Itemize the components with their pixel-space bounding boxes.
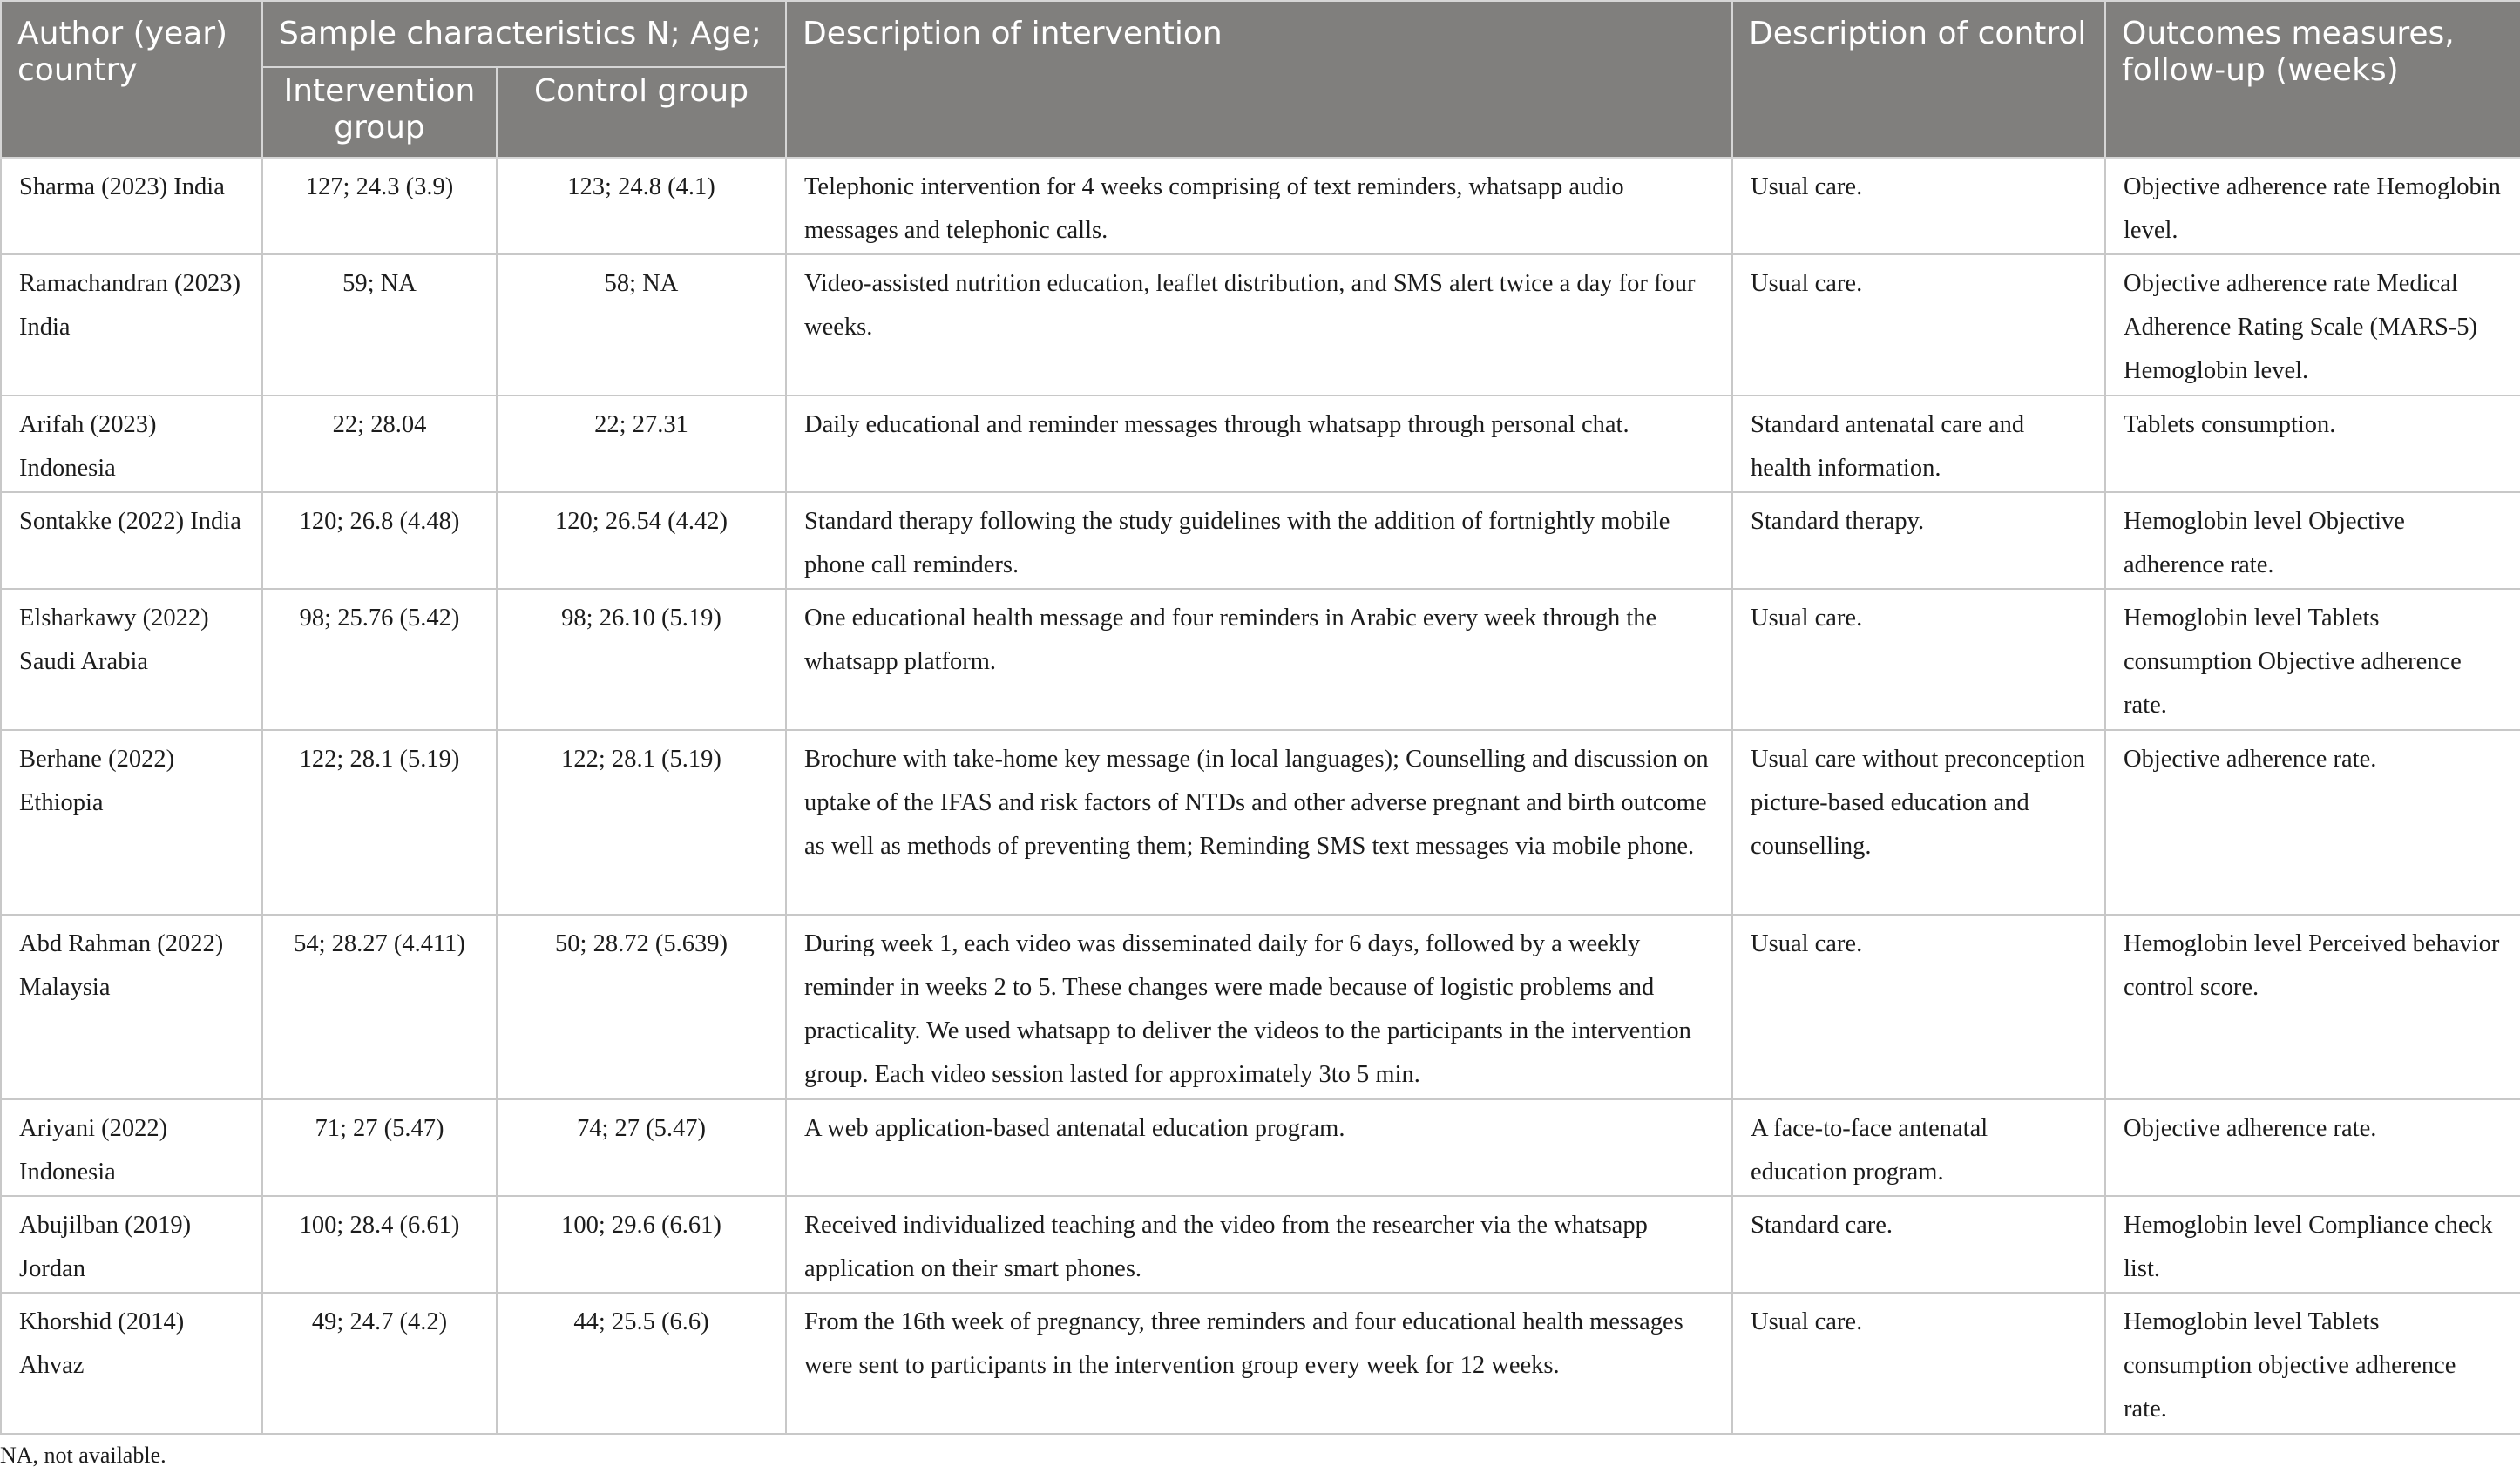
- table-body: [1, 158, 2520, 1434]
- intervention-description-cell: One educational health message and four reminders in Arabic every week through the whatsapp platform.: [786, 589, 1732, 730]
- author-cell: Berhane (2022) Ethiopia: [1, 730, 262, 915]
- author-cell: Ariyani (2022) Indonesia: [1, 1099, 262, 1196]
- table-row: [1, 1293, 2520, 1434]
- intervention-group-cell: 54; 28.27 (4.411): [262, 915, 497, 1099]
- control-group-cell: 120; 26.54 (4.42): [497, 492, 786, 589]
- intervention-description-cell: From the 16th week of pregnancy, three reminders and four educational health messages were sent to participants in the intervention group every week for 12 weeks.: [786, 1293, 1732, 1434]
- control-group-cell: 58; NA: [497, 254, 786, 395]
- outcomes-cell: Hemoglobin level Compliance check list.: [2105, 1196, 2520, 1293]
- author-cell: Abujilban (2019) Jordan: [1, 1196, 262, 1293]
- control-group-cell: 50; 28.72 (5.639): [497, 915, 786, 1099]
- control-description-cell: A face-to-face antenatal education program.: [1732, 1099, 2105, 1196]
- author-cell: Khorshid (2014) Ahvaz: [1, 1293, 262, 1434]
- table-row: [1, 730, 2520, 915]
- control-group-cell: 98; 26.10 (5.19): [497, 589, 786, 730]
- header-sample: Sample characteristics N; Age;: [262, 1, 786, 67]
- author-cell: Abd Rahman (2022) Malaysia: [1, 915, 262, 1099]
- table-row: [1, 254, 2520, 395]
- intervention-group-cell: 22; 28.04: [262, 395, 497, 492]
- outcomes-cell: Hemoglobin level Tablets consumption objective adherence rate.: [2105, 1293, 2520, 1434]
- outcomes-cell: Hemoglobin level Objective adherence rate.: [2105, 492, 2520, 589]
- header-intervention: Description of intervention: [786, 1, 1732, 158]
- intervention-description-cell: A web application-based antenatal education program.: [786, 1099, 1732, 1196]
- control-description-cell: Usual care.: [1732, 254, 2105, 395]
- table-row: [1, 492, 2520, 589]
- control-description-cell: Usual care.: [1732, 915, 2105, 1099]
- header-control: Description of control: [1732, 1, 2105, 158]
- intervention-group-cell: 120; 26.8 (4.48): [262, 492, 497, 589]
- control-group-cell: 122; 28.1 (5.19): [497, 730, 786, 915]
- author-cell: Sontakke (2022) India: [1, 492, 262, 589]
- author-cell: Elsharkawy (2022) Saudi Arabia: [1, 589, 262, 730]
- author-cell: Arifah (2023) Indonesia: [1, 395, 262, 492]
- control-description-cell: Usual care.: [1732, 589, 2105, 730]
- control-description-cell: Standard care.: [1732, 1196, 2105, 1293]
- table-row: [1, 395, 2520, 492]
- control-description-cell: Standard antenatal care and health information.: [1732, 395, 2105, 492]
- author-cell: Sharma (2023) India: [1, 158, 262, 254]
- control-description-cell: Standard therapy.: [1732, 492, 2105, 589]
- intervention-description-cell: During week 1, each video was disseminated daily for 6 days, followed by a weekly reminder in weeks 2 to 5. These changes were made because of logistic problems and practicality. We used whatsapp to deliver the videos to the participants in the intervention group. Each video session lasted for approximately 3to 5 min.: [786, 915, 1732, 1099]
- outcomes-cell: Tablets consumption.: [2105, 395, 2520, 492]
- outcomes-cell: Hemoglobin level Tablets consumption Objective adherence rate.: [2105, 589, 2520, 730]
- control-group-cell: 74; 27 (5.47): [497, 1099, 786, 1196]
- header-control-group: Control group: [497, 67, 786, 158]
- outcomes-cell: Hemoglobin level Perceived behavior control score.: [2105, 915, 2520, 1099]
- intervention-group-cell: 49; 24.7 (4.2): [262, 1293, 497, 1434]
- intervention-group-cell: 127; 24.3 (3.9): [262, 158, 497, 254]
- table-row: [1, 589, 2520, 730]
- outcomes-cell: Objective adherence rate.: [2105, 1099, 2520, 1196]
- control-group-cell: 44; 25.5 (6.6): [497, 1293, 786, 1434]
- intervention-group-cell: 71; 27 (5.47): [262, 1099, 497, 1196]
- header-row: [1, 1, 2520, 67]
- table-row: [1, 158, 2520, 254]
- intervention-description-cell: Daily educational and reminder messages through whatsapp through personal chat.: [786, 395, 1732, 492]
- control-description-cell: Usual care.: [1732, 1293, 2105, 1434]
- intervention-description-cell: Telephonic intervention for 4 weeks comprising of text reminders, whatsapp audio messages and telephonic calls.: [786, 158, 1732, 254]
- table-row: [1, 1196, 2520, 1293]
- author-cell: Ramachandran (2023) India: [1, 254, 262, 395]
- control-group-cell: 100; 29.6 (6.61): [497, 1196, 786, 1293]
- control-description-cell: Usual care.: [1732, 158, 2105, 254]
- outcomes-cell: Objective adherence rate Medical Adherence Rating Scale (MARS-5) Hemoglobin level.: [2105, 254, 2520, 395]
- control-group-cell: 123; 24.8 (4.1): [497, 158, 786, 254]
- intervention-group-cell: 98; 25.76 (5.42): [262, 589, 497, 730]
- table-row: [1, 915, 2520, 1099]
- header-outcomes: Outcomes measures, follow-up (weeks): [2105, 1, 2520, 158]
- intervention-group-cell: 122; 28.1 (5.19): [262, 730, 497, 915]
- intervention-description-cell: Video-assisted nutrition education, leaflet distribution, and SMS alert twice a day for four weeks.: [786, 254, 1732, 395]
- intervention-description-cell: Standard therapy following the study guidelines with the addition of fortnightly mobile phone call reminders.: [786, 492, 1732, 589]
- intervention-description-cell: Brochure with take-home key message (in local languages); Counselling and discussion on uptake of the IFAS and risk factors of NTDs and other adverse pregnant and birth outcome as well as methods of preventing them; Reminding SMS text messages via mobile phone.: [786, 730, 1732, 915]
- table-footnote: NA, not available.: [0, 1443, 166, 1468]
- header-intervention-group: Intervention group: [262, 67, 497, 158]
- outcomes-cell: Objective adherence rate Hemoglobin level.: [2105, 158, 2520, 254]
- header-author: Author (year) country: [1, 1, 262, 158]
- control-group-cell: 22; 27.31: [497, 395, 786, 492]
- intervention-description-cell: Received individualized teaching and the video from the researcher via the whatsapp application on their smart phones.: [786, 1196, 1732, 1293]
- control-description-cell: Usual care without preconception picture-based education and counselling.: [1732, 730, 2105, 915]
- intervention-group-cell: 100; 28.4 (6.61): [262, 1196, 497, 1293]
- table-row: [1, 1099, 2520, 1196]
- outcomes-cell: Objective adherence rate.: [2105, 730, 2520, 915]
- intervention-group-cell: 59; NA: [262, 254, 497, 395]
